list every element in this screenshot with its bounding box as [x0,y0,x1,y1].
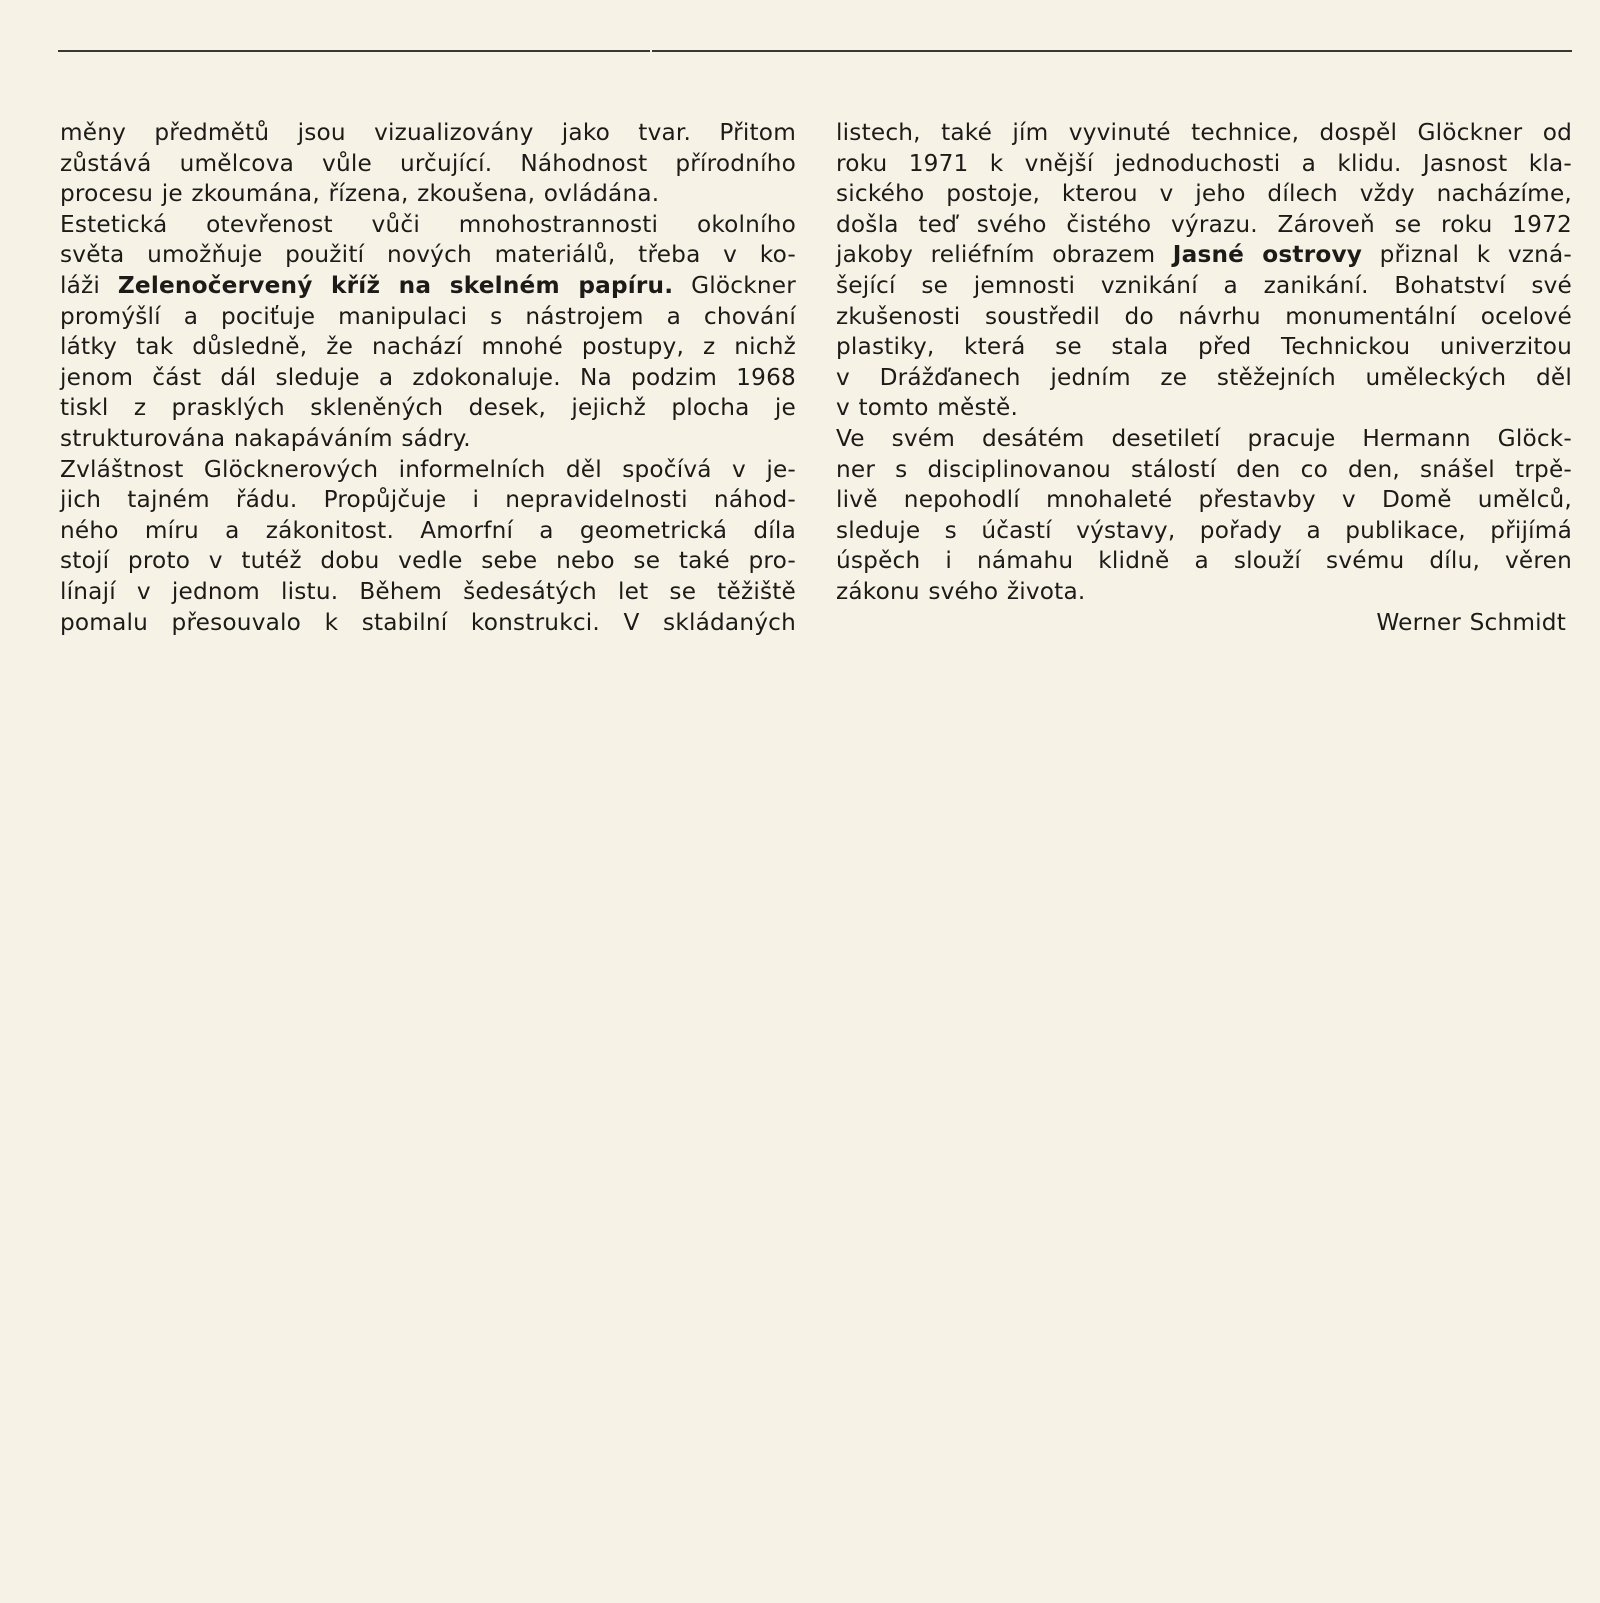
top-rule-left [58,50,650,52]
text-line: línají v jednom listu. Během šedesátých let se těžiště [60,577,796,605]
text-line: livě nepohodlí mnohaleté přestavby v Domě umělců, [836,486,1572,514]
text-line: plastiky, která se stala před Technickou univerzitou [836,333,1572,361]
text-line: jich tajném řádu. Propůjčuje i nepravidelnosti náhod- [60,486,796,514]
text-line: v tomto městě. [836,394,1019,422]
text-line-with-artwork-title [60,271,796,302]
text-line: procesu je zkoumána, řízena, zkoušena, ovládána. [60,180,660,208]
text-line-with-artwork-title [836,240,1572,271]
text-line: listech, také jím vyvinuté technice, dospěl Glöckner od [836,119,1572,146]
text-fragment: přiznal k vzná- [1362,241,1572,269]
text-line: Estetická otevřenost vůči mnohostrannosti okolního [60,210,796,238]
text-line: světa umožňuje použití nových materiálů, třeba v ko- [60,241,796,269]
text-line: promýšlí a pociťuje manipulaci s nástrojem a chování [60,302,796,330]
top-rule-right [652,50,1572,52]
text-fragment: láži [60,271,118,299]
text-line: roku 1971 k vnější jednoduchosti a klidu. Jasnost kla- [836,149,1572,177]
text-line: v Drážďanech jedním ze stěžejních uměleckých děl [836,363,1572,391]
text-line: měny předmětů jsou vizualizovány jako tvar. Přitom [60,119,796,146]
text-line: sického postoje, kterou v jeho dílech vždy nacházíme, [836,180,1572,208]
text-line: Zvláštnost Glöcknerových informelních děl spočívá v je- [60,455,796,483]
artwork-title: Zelenočervený kříž na skelném papíru. [117,271,674,299]
text-line: strukturována nakapáváním sádry. [60,424,471,452]
text-line: došla teď svého čistého výrazu. Zároveň se roku 1972 [836,210,1572,238]
left-text-column [60,118,796,638]
text-line: pomalu přesouvalo k stabilní konstrukci. V skládaných [60,608,796,636]
author-signature: Werner Schmidt [1376,608,1566,636]
text-line: ného míru a zákonitost. Amorfní a geometrická díla [60,516,796,544]
text-line: stojí proto v tutéž dobu vedle sebe nebo se také pro- [60,547,796,575]
artwork-title: Jasné ostrovy [1172,241,1363,269]
text-line: zákonu svého života. [836,577,1086,605]
text-fragment: Glöckner [673,271,796,299]
text-line: ner s disciplinovanou stálostí den co den, snášel trpě- [836,455,1572,483]
text-line: zůstává umělcova vůle určující. Náhodnost přírodního [60,149,796,177]
text-line: látky tak důsledně, že nachází mnohé postupy, z nichž [60,333,796,361]
text-line: jenom část dál sleduje a zdokonaluje. Na podzim 1968 [60,363,796,391]
text-line: úspěch i námahu klidně a slouží svému dílu, věren [836,547,1572,575]
text-line: Ve svém desátém desetiletí pracuje Hermann Glöck- [836,424,1572,452]
text-line: sleduje s účastí výstavy, pořady a publikace, přijímá [836,516,1572,544]
text-line: zkušenosti soustředil do návrhu monumentální ocelové [836,302,1572,330]
text-line: tiskl z prasklých skleněných desek, jejichž plocha je [60,394,796,422]
right-text-column [836,118,1572,638]
text-fragment: jakoby reliéfním obrazem [836,241,1173,269]
text-line: šející se jemnosti vznikání a zanikání. Bohatství své [836,271,1572,299]
